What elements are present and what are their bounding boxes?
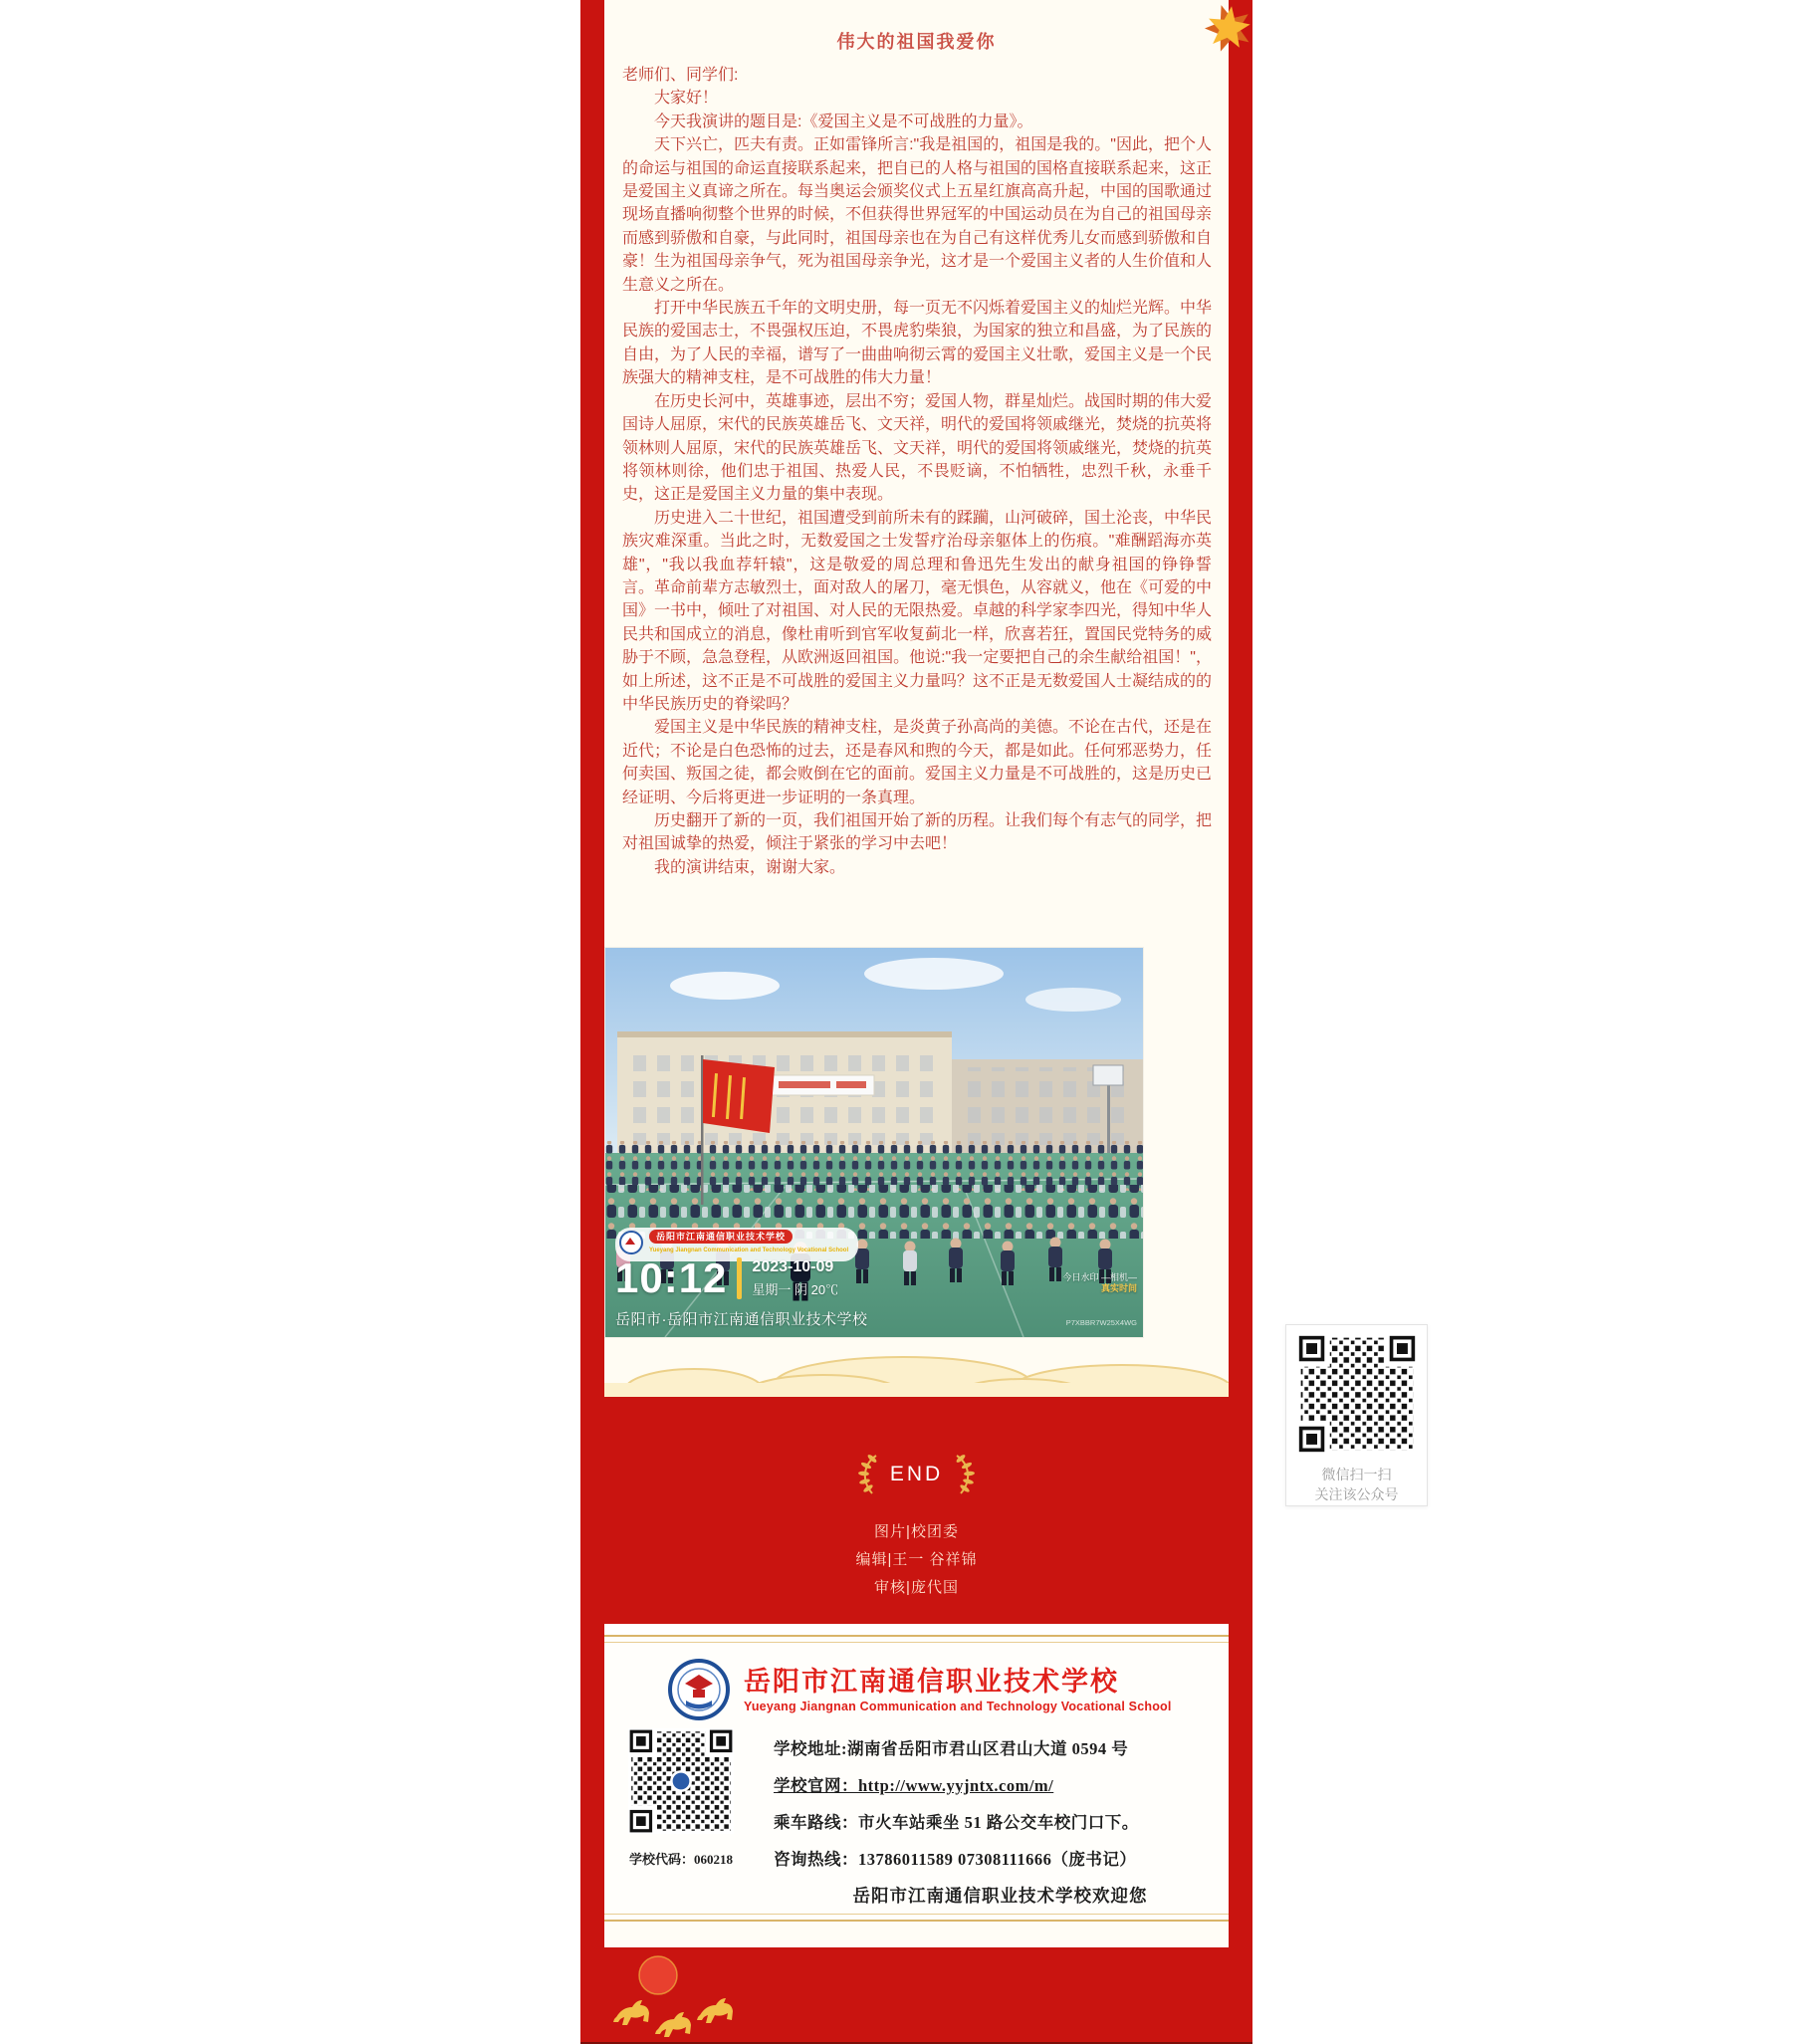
- left-red-bar: [580, 0, 604, 2044]
- article-paragraph: 历史翻开了新的一页，我们祖国开始了新的历程。让我们每个有志气的同学，把对祖国诚挚的热爱，倾注于紧张的学习中去吧！: [622, 812, 1213, 853]
- clouds-decoration-icon: [604, 1335, 1229, 1397]
- badge-school-name-en: Yueyang Jiangnan Communication and Technology Vocational School: [649, 1248, 849, 1253]
- end-marker: [580, 1397, 1252, 1496]
- galloping-horses-icon: [606, 1955, 756, 2041]
- school-card-title: 岳阳市江南通信职业技术学校: [744, 1666, 1119, 1697]
- article-paper: [580, 0, 1252, 1397]
- article-credits: [580, 1518, 1252, 1602]
- article-paragraph: 爱国主义是中华民族的精神支柱，是炎黄子孙高尚的美德。不论在古代，还是在近代；不论是白色恐怖的过去，还是春风和煦的今天，都是如此。任何邪恶势力，任何卖国、叛国之徒，都会败倒在它的面前。爱国主义力量是不可战胜的，这是历史已经证明、今后将更进一步证明的一条真理。: [622, 719, 1213, 806]
- watermark-app: 今日水印 —相机—: [1062, 1272, 1137, 1282]
- school-website-link[interactable]: 学校官网：http://www.yyjntx.com/m/: [774, 1776, 1054, 1795]
- article-body: [580, 64, 1252, 879]
- credit-editor: 编辑|王一 谷祥锦: [855, 1551, 978, 1568]
- divider: [737, 1257, 742, 1299]
- qr-caption-line2: 关注该公众号: [1314, 1486, 1399, 1502]
- photo-time: 10:12: [615, 1254, 728, 1301]
- article-paragraph: 历史进入二十世纪，祖国遭受到前所未有的蹂躏，山河破碎，国土沦丧，中华民族灾难深重。当此之时，无数爱国之士发誓疗治母亲躯体上的伤痕。"难酬蹈海亦英雄"，"我以我血荐轩辕"，这是敬爱的周总理和鲁迅先生发出的献身祖国的铮铮誓言。革命前辈方志敏烈士，面对敌人的屠刀，毫无惧色，从容就义，他在《可爱的中国》一书中，倾吐了对祖国、对人民的无限热爱。卓越的科学家李四光，得知中华人民共和国成立的消息，像杜甫听到官军收复蓟北一样，欣喜若狂，置国民党特务的威胁于不顾，急急登程，从欧洲返回祖国。他说:"我一定要把自己的余生献给祖国！"，如上所述，这不正是不可战胜的爱国主义力量吗？这不正是无数爱国人士凝结成的的中华民族历史的脊梁吗？: [622, 509, 1213, 713]
- photo-date: 2023-10-09: [752, 1258, 834, 1275]
- laurel-right-icon: [953, 1453, 979, 1496]
- article-paragraph: 我的演讲结束，谢谢大家。: [654, 858, 846, 876]
- article-paragraph: 今天我演讲的题目是:《爱国主义是不可战胜的力量》。: [654, 113, 1033, 130]
- laurel-left-icon: [854, 1453, 880, 1496]
- star-icon: [1201, 0, 1256, 61]
- school-qr-code[interactable]: [628, 1728, 734, 1834]
- school-welcome-line: 岳阳市江南通信职业技术学校欢迎您: [852, 1886, 1148, 1906]
- school-code: 学校代码：060218: [628, 1852, 733, 1867]
- school-bus-route: 乘车路线：市火车站乘坐 51 路公交车校门口下。: [774, 1813, 1139, 1832]
- qr-caption-line1: 微信扫一扫: [1321, 1467, 1392, 1482]
- watermark-code: P7XBBR7W25X4WG: [1065, 1318, 1137, 1327]
- photo-weather: 星期一 阴 20℃: [752, 1282, 839, 1297]
- article-paragraph: 天下兴亡，匹夫有责。正如雷锋所言:"我是祖国的，祖国是我的。"因此，把个人的命运与祖国的命运直接联系起来，把自已的人格与祖国的国格直接联系起来，这正是爱国主义真谛之所在。每当奥运会颁奖仪式上五星红旗高高升起，中国的国歌通过现场直播响彻整个世界的时候，不但获得世界冠军的中国运动员在为自己的祖国母亲而感到骄傲和自豪，与此同时，祖国母亲也在为自己有这样优秀儿女而感到骄傲和自豪！生为祖国母亲争气，死为祖国母亲争光，这才是一个爱国主义者的人生价值和人生意义之所在。: [622, 136, 1213, 294]
- school-card-title-en: Yueyang Jiangnan Communication and Technology Vocational School: [744, 1699, 1172, 1713]
- article-title: 伟大的祖国我爱你: [836, 32, 997, 52]
- school-info-card: [584, 1635, 1249, 1922]
- wechat-qr-code[interactable]: [1297, 1334, 1417, 1454]
- school-hotline: 咨询热线：13786011589 07308111666（庞书记）: [774, 1850, 1137, 1869]
- watermark-tag: 真实时间: [1100, 1283, 1137, 1293]
- photo-watermark: [1062, 1272, 1137, 1294]
- article-paragraph: 大家好！: [654, 90, 719, 108]
- article-paragraph: 在历史长河中，英雄事迹，层出不穷；爱国人物，群星灿烂。战国时期的伟大爱国诗人屈原，宋代的民族英雄岳飞、文天祥，明代的爱国将领戚继光，焚烧的抗英将领林则人屈原，宋代的民族英雄岳飞、文天祥，明代的爱国将领戚继光，焚烧的抗英将领林则徐，他们忠于祖国、热爱人民，不畏贬谪，不怕牺牲，忠烈千秋，永垂千史，这正是爱国主义力量的集中表现。: [622, 392, 1213, 504]
- right-red-bar: [1229, 0, 1252, 2044]
- credit-photo: 图片|校团委: [874, 1523, 959, 1540]
- article-paragraph: 打开中华民族五千年的文明史册，每一页无不闪烁着爱国主义的灿烂光辉。中华民族的爱国志士，不畏强权压迫，不畏虎豹柴狼，为国家的独立和昌盛，为了民族的自由，为了人民的幸福，谱写了一曲曲响彻云霄的爱国主义壮歌，爱国主义是一个民族强大的精神支柱，是不可战胜的伟大力量！: [622, 300, 1213, 387]
- assembly-photo: [605, 948, 1143, 1337]
- footer-red-band: [580, 1397, 1252, 1624]
- badge-school-name: 岳阳市江南通信职业技术学校: [649, 1230, 793, 1244]
- end-label: END: [889, 1463, 944, 1485]
- footer-decoration: [580, 1947, 1252, 2044]
- article-salutation: 老师们、同学们:: [622, 67, 739, 84]
- school-logo-icon: [619, 1231, 643, 1254]
- school-card-section: [580, 1635, 1252, 1947]
- credit-reviewer: 审核|庞代国: [874, 1579, 959, 1596]
- school-logo-icon: [668, 1659, 730, 1720]
- photo-timestamp: [615, 1254, 838, 1302]
- photo-location: 岳阳市·岳阳市江南通信职业技术学校: [615, 1311, 868, 1328]
- wechat-qr-caption: [1286, 1465, 1427, 1504]
- article-column: [580, 0, 1252, 2044]
- school-address: 学校地址:湖南省岳阳市君山区君山大道 0594 号: [774, 1739, 1129, 1758]
- school-card-header: [668, 1659, 1227, 1720]
- wechat-qr-widget[interactable]: [1285, 1324, 1428, 1506]
